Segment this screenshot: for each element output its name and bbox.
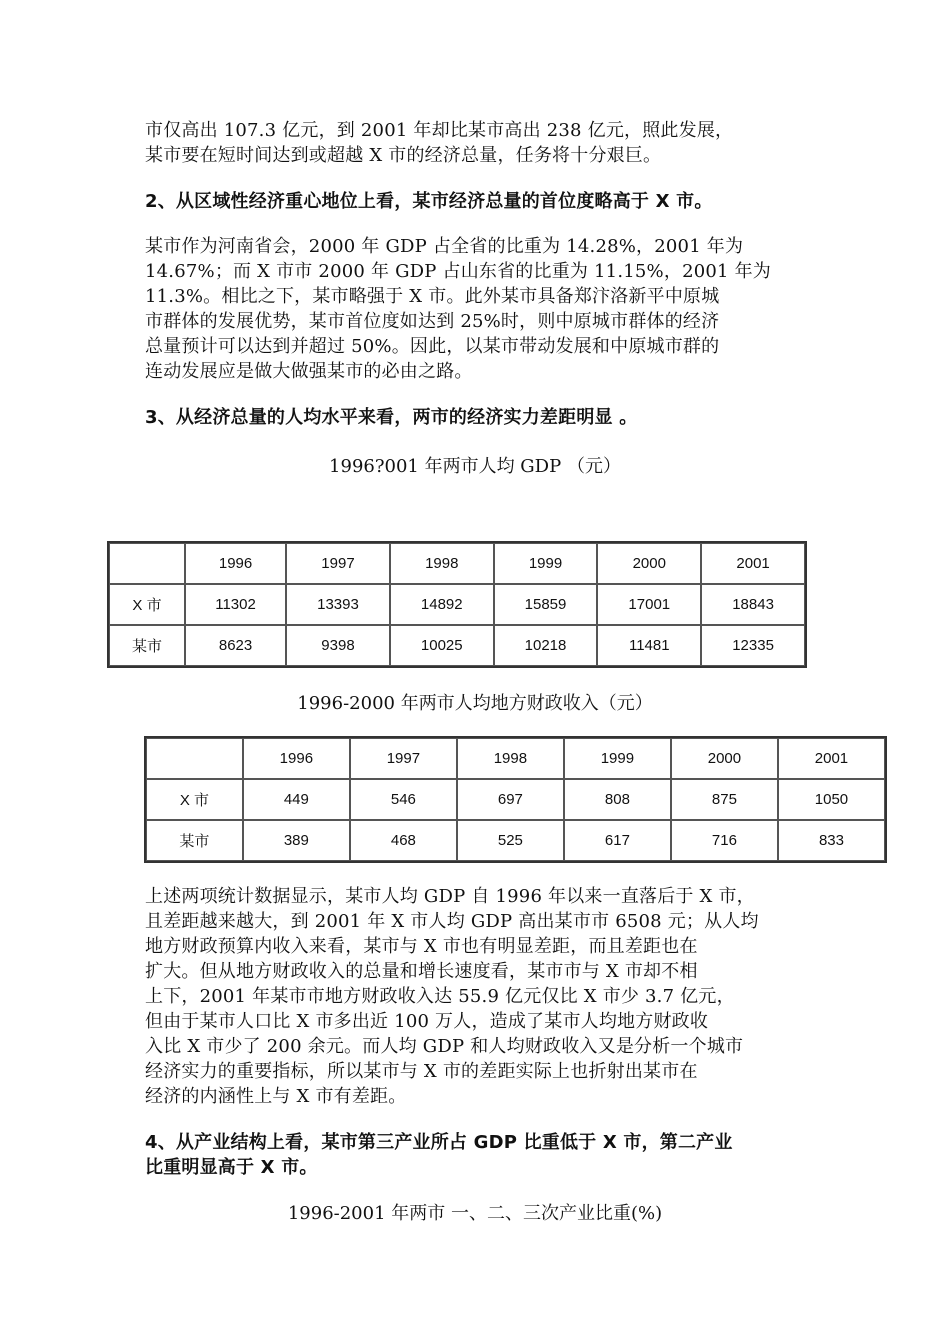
table-cell: 546 [350, 779, 457, 820]
section-heading-3: 3、从经济总量的人均水平来看，两市的经济实力差距明显 。 [145, 407, 638, 428]
section-2-line-3: 11.3%。相比之下，某市略强于 X 市。此外某市具备郑汴洛新平中原城 [145, 286, 720, 307]
section-3-line-3: 地方财政预算内收入来看，某市与 X 市也有明显差距，而且差距也在 [145, 936, 698, 957]
section-3-line-2: 且差距越来越大，到 2001 年 X 市人均 GDP 高出某市市 6508 元；从人均 [145, 911, 759, 932]
table-cell: 389 [243, 820, 350, 861]
table-header-cell: 1998 [390, 543, 494, 584]
table-cell: 875 [671, 779, 778, 820]
section-2-line-2: 14.67%；而 X 市市 2000 年 GDP 占山东省的比重为 11.15%，2001 年为 [145, 261, 771, 282]
section-3-line-6: 但由于某市人口比 X 市多出近 100 万人，造成了某市人均地方财政收 [145, 1011, 709, 1032]
table-header-cell: 1997 [286, 543, 390, 584]
section-3-line-7: 入比 X 市少了 200 余元。而人均 GDP 和人均财政收入又是分析一个城市 [145, 1036, 744, 1057]
row-label-cell: X 市 [146, 779, 243, 820]
section-3-line-5: 上下，2001 年某市市地方财政收入达 55.9 亿元仅比 X 市少 3.7 亿元， [145, 986, 735, 1007]
intro-line-1: 市仅高出 107.3 亿元，到 2001 年却比某市高出 238 亿元，照此发展， [145, 120, 734, 141]
table-header-cell: 2001 [778, 738, 885, 779]
table-row [109, 584, 805, 625]
intro-paragraph [145, 118, 810, 168]
table-3-caption: 1996-2001 年两市 一、二、三次产业比重(%) [287, 1203, 663, 1224]
section-3-line-1: 上述两项统计数据显示，某市人均 GDP 自 1996 年以来一直落后于 X 市， [145, 886, 755, 907]
table-cell: 15859 [494, 584, 598, 625]
table-cell: 11481 [597, 625, 701, 666]
table-cell: 9398 [286, 625, 390, 666]
table-header-cell: 1997 [350, 738, 457, 779]
section-2-line-4: 市群体的发展优势，某市首位度如达到 25%时，则中原城市群体的经济 [145, 311, 720, 332]
table-2-caption: 1996-2000 年两市人均地方财政收入（元） [297, 693, 653, 714]
section-3-paragraph [145, 884, 810, 1109]
table-cell: 18843 [701, 584, 805, 625]
table-row [146, 820, 885, 861]
section-heading-4-line-1: 4、从产业结构上看，某市第三产业所占 GDP 比重低于 X 市，第二产业 [145, 1132, 733, 1153]
table-corner-cell [109, 543, 185, 584]
table-cell: 10025 [390, 625, 494, 666]
table-cell: 13393 [286, 584, 390, 625]
table-header-cell: 2000 [597, 543, 701, 584]
row-label-cell: 某市 [146, 820, 243, 861]
table-cell: 808 [564, 779, 671, 820]
table-header-row [146, 738, 885, 779]
section-3-line-9: 经济的内涵性上与 X 市有差距。 [145, 1086, 407, 1107]
table-cell: 716 [671, 820, 778, 861]
table-cell: 697 [457, 779, 564, 820]
section-2-line-1: 某市作为河南省会，2000 年 GDP 占全省的比重为 14.28%，2001 年为 [145, 236, 744, 257]
table-header-cell: 1999 [564, 738, 671, 779]
table-cell: 10218 [494, 625, 598, 666]
table-cell: 833 [778, 820, 885, 861]
table-header-cell: 1998 [457, 738, 564, 779]
table-cell: 449 [243, 779, 350, 820]
table-cell: 525 [457, 820, 564, 861]
table-cell: 8623 [185, 625, 286, 666]
row-label-cell: X 市 [109, 584, 185, 625]
table-cell: 17001 [597, 584, 701, 625]
table-header-row [109, 543, 805, 584]
section-heading-2: 2、从区域性经济重心地位上看，某市经济总量的首位度略高于 X 市。 [145, 191, 713, 212]
section-heading-4-line-2: 比重明显高于 X 市。 [145, 1157, 318, 1178]
table-1-caption: 1996?001 年两市人均 GDP （元） [329, 456, 621, 477]
table-cell: 617 [564, 820, 671, 861]
section-3-line-8: 经济实力的重要指标，所以某市与 X 市的差距实际上也折射出某市在 [145, 1061, 698, 1082]
table-header-cell: 2000 [671, 738, 778, 779]
intro-line-2: 某市要在短时间达到或超越 X 市的经济总量，任务将十分艰巨。 [145, 145, 662, 166]
per-capita-fiscal-revenue-table [144, 736, 887, 863]
table-header-cell: 1999 [494, 543, 598, 584]
section-2-line-5: 总量预计可以达到并超过 50%。因此，以某市带动发展和中原城市群的 [145, 336, 720, 357]
table-row [146, 779, 885, 820]
table-row [109, 625, 805, 666]
table-cell: 1050 [778, 779, 885, 820]
section-3-line-4: 扩大。但从地方财政收入的总量和增长速度看，某市市与 X 市却不相 [145, 961, 698, 982]
table-header-cell: 1996 [185, 543, 286, 584]
section-2-paragraph [145, 234, 810, 384]
per-capita-gdp-table [107, 541, 807, 668]
table-cell: 11302 [185, 584, 286, 625]
table-corner-cell [146, 738, 243, 779]
section-2-line-6: 连动发展应是做大做强某市的必由之路。 [145, 361, 473, 382]
table-header-cell: 1996 [243, 738, 350, 779]
table-cell: 12335 [701, 625, 805, 666]
section-heading-4 [145, 1130, 810, 1180]
table-cell: 468 [350, 820, 457, 861]
row-label-cell: 某市 [109, 625, 185, 666]
table-cell: 14892 [390, 584, 494, 625]
table-header-cell: 2001 [701, 543, 805, 584]
